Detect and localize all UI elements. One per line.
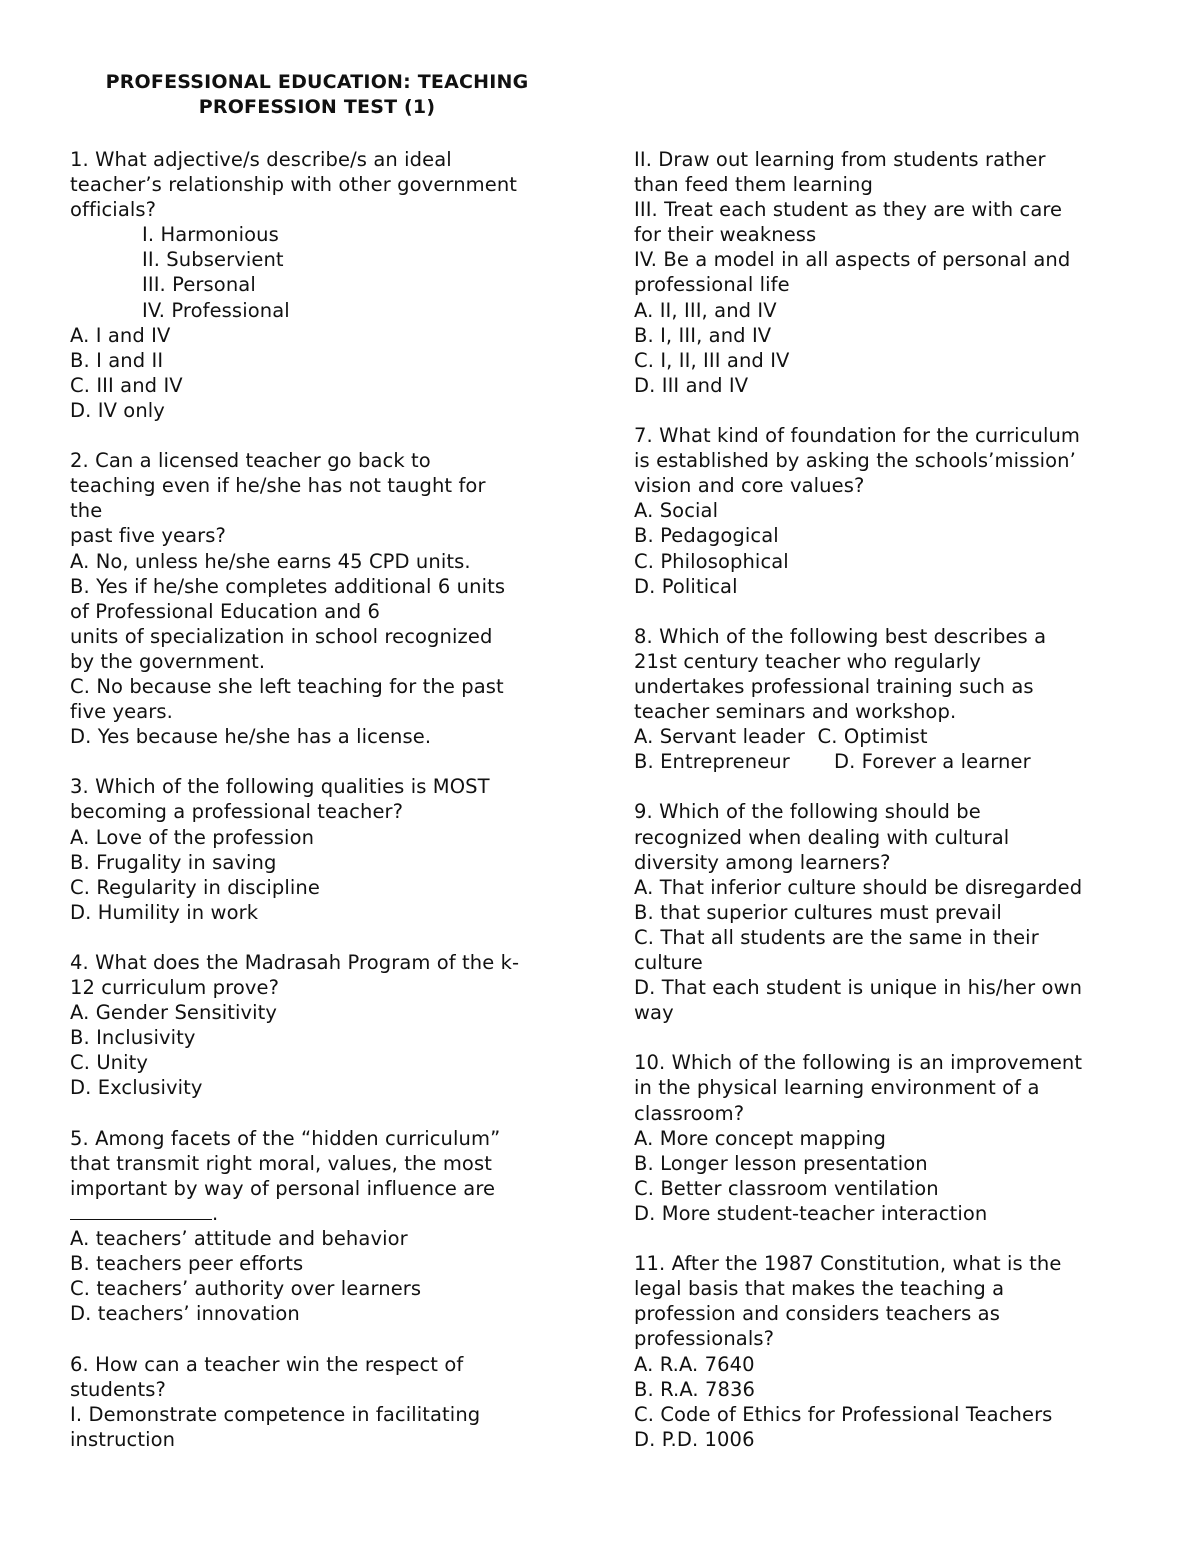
roman-item: professional life (634, 273, 790, 297)
answer-option: B. teachers peer efforts (70, 1252, 304, 1276)
answer-option: C. No because she left teaching for the past (70, 674, 504, 698)
answer-option: B. Frugality in saving (70, 850, 277, 874)
left-column (70, 147, 570, 1452)
answer-option: C. Better classroom ventilation (634, 1176, 939, 1200)
answer-option: A. II, III, and IV (634, 298, 777, 322)
answer-option: C. Regularity in discipline (70, 875, 320, 899)
answer-option: by the government. (70, 649, 266, 673)
question-6-continued (634, 147, 1134, 398)
question-line: professionals? (634, 1327, 775, 1351)
question-line: legal basis that makes the teaching a (634, 1277, 1005, 1301)
question-line: classroom? (634, 1101, 745, 1125)
question-line: diversity among learners? (634, 850, 891, 874)
answer-option: A. teachers’ attitude and behavior (70, 1227, 408, 1251)
answer-option: D. Exclusivity (70, 1076, 203, 1100)
roman-item: I. Demonstrate competence in facilitating (70, 1402, 481, 1426)
answer-option: A. R.A. 7640 (634, 1352, 755, 1376)
spacer (70, 749, 570, 774)
question-line: vision and core values? (634, 474, 865, 498)
answer-option: B. that superior cultures must prevail (634, 900, 1002, 924)
answer-option: D. III and IV (634, 373, 749, 397)
question-line: 7. What kind of foundation for the curriculum (634, 424, 1081, 448)
question-line: 9. Which of the following should be (634, 800, 981, 824)
answer-option: units of specialization in school recognized (70, 624, 493, 648)
spacer (70, 925, 570, 950)
roman-item: III. Personal (142, 273, 256, 297)
question-line: past five years? (70, 524, 226, 548)
spacer (634, 398, 1134, 423)
question-stem-line: teacher’s relationship with other government (70, 173, 518, 197)
roman-item: IV. Be a model in all aspects of personal and (634, 248, 1071, 272)
answer-option: B. R.A. 7836 (634, 1377, 756, 1401)
roman-item: III. Treat each student as they are with care (634, 198, 1063, 222)
question-11 (634, 1251, 1134, 1452)
answer-blank (70, 1201, 212, 1220)
right-column (634, 147, 1134, 1452)
answer-option: D. IV only (70, 398, 165, 422)
question-line: undertakes professional training such as (634, 674, 1034, 698)
answer-option: B. Inclusivity (70, 1026, 196, 1050)
answer-option: five years. (70, 700, 173, 724)
roman-item: II. Subservient (142, 248, 284, 272)
question-3 (70, 774, 570, 925)
question-6 (70, 1352, 570, 1452)
question-line: teacher seminars and workshop. (634, 700, 957, 724)
answer-option: C. That all students are the same in their (634, 925, 1039, 949)
question-10 (634, 1050, 1134, 1226)
question-line: the (70, 499, 103, 523)
question-1 (70, 147, 570, 423)
spacer (634, 774, 1134, 799)
question-2 (70, 448, 570, 749)
title-line-1: PROFESSIONAL EDUCATION: TEACHING (105, 71, 529, 93)
answer-option: B. Yes if he/she completes additional 6 units (70, 574, 506, 598)
question-line: 6. How can a teacher win the respect of (70, 1352, 464, 1376)
answer-option: A. I and IV (70, 323, 171, 347)
spacer (70, 423, 570, 448)
blank-period: . (212, 1201, 219, 1225)
question-line: 12 curriculum prove? (70, 976, 280, 1000)
fill-in-blank-line (70, 1201, 570, 1226)
answer-option: C. Code of Ethics for Professional Teachers (634, 1402, 1053, 1426)
answer-option: B. I, III, and IV (634, 323, 772, 347)
spacer (634, 1226, 1134, 1251)
roman-item: for their weakness (634, 223, 817, 247)
question-stem-line: 1. What adjective/s describe/s an ideal (70, 148, 452, 171)
answer-option: way (634, 1001, 674, 1025)
question-8 (634, 624, 1134, 775)
answer-option: B. I and II (70, 348, 164, 372)
question-line: 8. Which of the following best describes a (634, 624, 1047, 648)
question-line: recognized when dealing with cultural (634, 825, 1010, 849)
question-line: 10. Which of the following is an improvement (634, 1051, 1083, 1075)
question-line: 21st century teacher who regularly (634, 649, 982, 673)
answer-option: C. I, II, III and IV (634, 348, 790, 372)
answer-option: A. Love of the profession (70, 825, 315, 849)
spacer (634, 599, 1134, 624)
question-4 (70, 950, 570, 1101)
question-line: 3. Which of the following qualities is MOST (70, 775, 490, 799)
question-line: 4. What does the Madrasah Program of the k- (70, 951, 520, 974)
question-line: is established by asking the schools’mission’ (634, 449, 1076, 473)
question-line: 11. After the 1987 Constitution, what is the (634, 1252, 1062, 1276)
answer-option: D. That each student is unique in his/her own (634, 976, 1083, 1000)
answer-option: D. Political (634, 574, 738, 598)
answer-option: D. More student-teacher interaction (634, 1201, 988, 1225)
question-line: becoming a professional teacher? (70, 800, 404, 824)
answer-option: A. Gender Sensitivity (70, 1001, 278, 1025)
question-line: in the physical learning environment of a (634, 1076, 1040, 1100)
page-title (70, 70, 564, 120)
answer-option: B. Entrepreneur D. Forever a learner (634, 750, 1031, 774)
answer-option: D. Humility in work (70, 900, 259, 924)
answer-option: B. Pedagogical (634, 524, 779, 548)
title-line-2: PROFESSION TEST (1) (198, 96, 436, 118)
answer-option: D. P.D. 1006 (634, 1427, 755, 1451)
answer-option: A. No, unless he/she earns 45 CPD units. (70, 549, 471, 573)
roman-item: than feed them learning (634, 173, 873, 197)
question-line: students? (70, 1377, 166, 1401)
answer-option: D. Yes because he/she has a license. (70, 725, 432, 749)
question-stem-line: that transmit right moral, values, the most (70, 1151, 492, 1175)
question-7 (634, 423, 1134, 599)
answer-option: A. Servant leader C. Optimist (634, 725, 928, 749)
answer-option: C. teachers’ authority over learners (70, 1277, 422, 1301)
spacer (634, 1025, 1134, 1050)
answer-option: C. III and IV (70, 373, 183, 397)
answer-option: of Professional Education and 6 (70, 599, 381, 623)
question-5 (70, 1126, 570, 1327)
roman-item: I. Harmonious (142, 223, 279, 247)
answer-option: D. teachers’ innovation (70, 1302, 300, 1326)
question-line: 2. Can a licensed teacher go back to (70, 449, 431, 473)
answer-option: A. More concept mapping (634, 1126, 887, 1150)
roman-item: instruction (70, 1427, 176, 1451)
answer-option: culture (634, 951, 703, 974)
question-stem-line: 5. Among facets of the “hidden curriculum” (70, 1126, 501, 1150)
answer-option: C. Unity (70, 1051, 149, 1075)
answer-option: B. Longer lesson presentation (634, 1151, 928, 1175)
question-line: teaching even if he/she has not taught for (70, 474, 486, 498)
roman-item: IV. Professional (142, 298, 290, 322)
spacer (70, 1101, 570, 1126)
roman-item: II. Draw out learning from students rather (634, 148, 1046, 171)
question-stem-line: important by way of personal influence are (70, 1176, 496, 1200)
question-stem-line: officials? (70, 198, 157, 222)
question-9 (634, 799, 1134, 1025)
answer-option: A. Social (634, 499, 719, 523)
answer-option: A. That inferior culture should be disregarded (634, 875, 1083, 899)
question-line: profession and considers teachers as (634, 1302, 1000, 1326)
answer-option: C. Philosophical (634, 549, 789, 573)
spacer (70, 1326, 570, 1351)
